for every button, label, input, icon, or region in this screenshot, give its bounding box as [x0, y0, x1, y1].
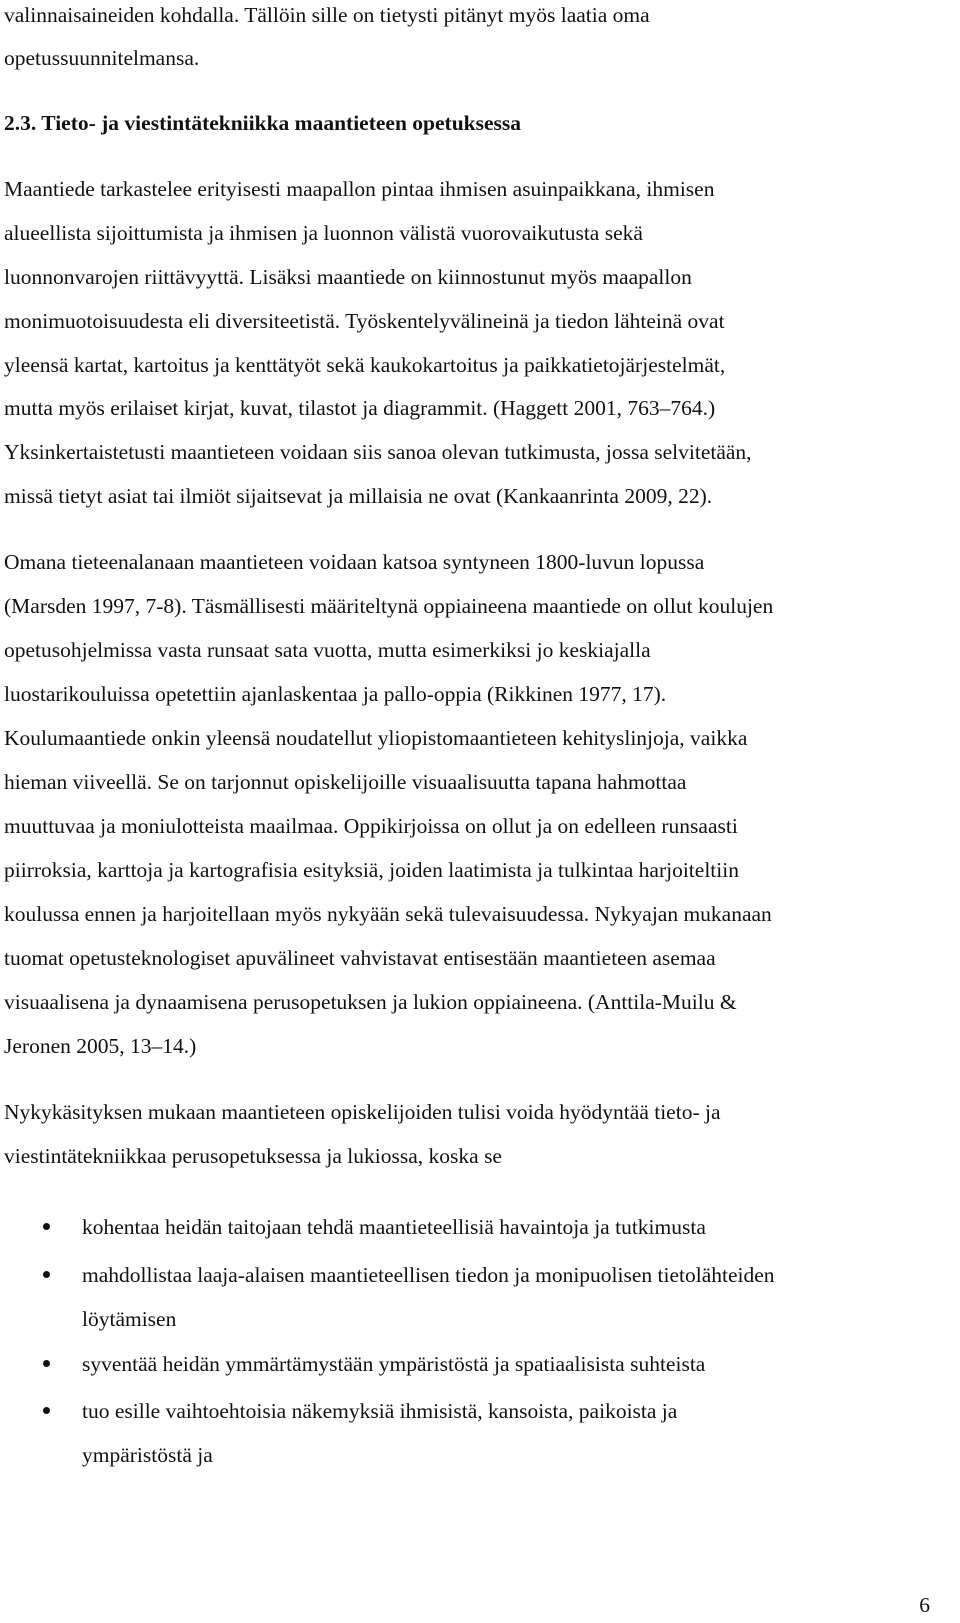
text-line: opetusohjelmissa vasta runsaat sata vuotta, mutta esimerkiksi jo keskiajalla — [4, 638, 651, 662]
text-line: yleensä kartat, kartoitus ja kenttätyöt sekä kaukokartoitus ja paikkatietojärjestelmät, — [4, 353, 726, 377]
bullet-icon — [43, 1407, 50, 1414]
text-line: visuaalisena ja dynaamisena perusopetuksen ja lukion oppiaineena. (Anttila-Muilu & — [4, 990, 737, 1014]
text-line: valinnaisaineiden kohdalla. Tällöin sille on tietysti pitänyt myös laatia oma — [4, 3, 650, 27]
text-line: Nykykäsityksen mukaan maantieteen opiskelijoiden tulisi voida hyödyntää tieto- ja — [4, 1100, 721, 1124]
bullet-icon — [43, 1271, 50, 1278]
page-number: 6 — [919, 1593, 930, 1617]
text-line: koulussa ennen ja harjoitellaan myös nykyään sekä tulevaisuudessa. Nykyajan mukanaan — [4, 902, 772, 926]
text-line: hieman viiveellä. Se on tarjonnut opiskelijoille visuaalisuutta tapana hahmottaa — [4, 770, 687, 794]
text-line: luostarikouluissa opetettiin ajanlaskentaa ja pallo-oppia (Rikkinen 1977, 17). — [4, 682, 667, 706]
list-item-text: kohentaa heidän taitojaan tehdä maantieteellisiä havaintoja ja tutkimusta — [82, 1215, 706, 1239]
text-line: luonnonvarojen riittävyyttä. Lisäksi maantiede on kiinnostunut myös maapallon — [4, 265, 692, 289]
text-line: opetussuunnitelmansa. — [4, 46, 200, 70]
text-line: piirroksia, karttoja ja kartografisia esityksiä, joiden laatimista ja tulkintaa harjoiteltiin — [4, 858, 739, 882]
text-line: tuomat opetusteknologiset apuvälineet vahvistavat entisestään maantieteen asemaa — [4, 946, 716, 970]
list-item-text: tuo esille vaihtoehtoisia näkemyksiä ihmisistä, kansoista, paikoista ja — [82, 1399, 678, 1423]
list-item-text: syventää heidän ymmärtämystään ympäristöstä ja spatiaalisista suhteista — [82, 1352, 706, 1376]
text-line: mutta myös erilaiset kirjat, kuvat, tilastot ja diagrammit. (Haggett 2001, 763–764.) — [4, 396, 716, 420]
text-line: Maantiede tarkastelee erityisesti maapallon pintaa ihmisen asuinpaikkana, ihmisen — [4, 177, 715, 201]
text-line: monimuotoisuudesta eli diversiteetistä. Työskentelyvälineinä ja tiedon lähteinä ovat — [4, 309, 725, 333]
text-line: alueellista sijoittumista ja ihmisen ja luonnon välistä vuorovaikutusta sekä — [4, 221, 643, 245]
bullet-icon — [43, 1360, 50, 1367]
text-line: viestintätekniikkaa perusopetuksessa ja lukiossa, koska se — [4, 1144, 502, 1168]
text-line: Koulumaantiede onkin yleensä noudatellut yliopistomaantieteen kehityslinjoja, vaikka — [4, 726, 748, 750]
bullet-icon — [43, 1223, 50, 1230]
text-line: Yksinkertaistetusti maantieteen voidaan siis sanoa olevan tutkimusta, jossa selvitetään, — [4, 440, 752, 464]
list-item-text: mahdollistaa laaja-alaisen maantieteellisen tiedon ja monipuolisen tietolähteiden — [82, 1263, 775, 1287]
section-heading: 2.3. Tieto- ja viestintätekniikka maantieteen opetuksessa — [4, 111, 522, 135]
text-line: muuttuvaa ja moniulotteista maailmaa. Oppikirjoissa on ollut ja on edelleen runsaasti — [4, 814, 738, 838]
list-item-text: ympäristöstä ja — [82, 1443, 213, 1467]
list-item-text: löytämisen — [82, 1307, 177, 1331]
text-line: (Marsden 1997, 7-8). Täsmällisesti määriteltynä oppiaineena maantiede on ollut koulujen — [4, 594, 774, 618]
text-line: missä tietyt asiat tai ilmiöt sijaitsevat ja millaisia ne ovat (Kankaanrinta 2009, 22). — [4, 484, 713, 508]
text-line: Jeronen 2005, 13–14.) — [4, 1034, 197, 1058]
text-line: Omana tieteenalanaan maantieteen voidaan katsoa syntyneen 1800-luvun lopussa — [4, 550, 705, 574]
